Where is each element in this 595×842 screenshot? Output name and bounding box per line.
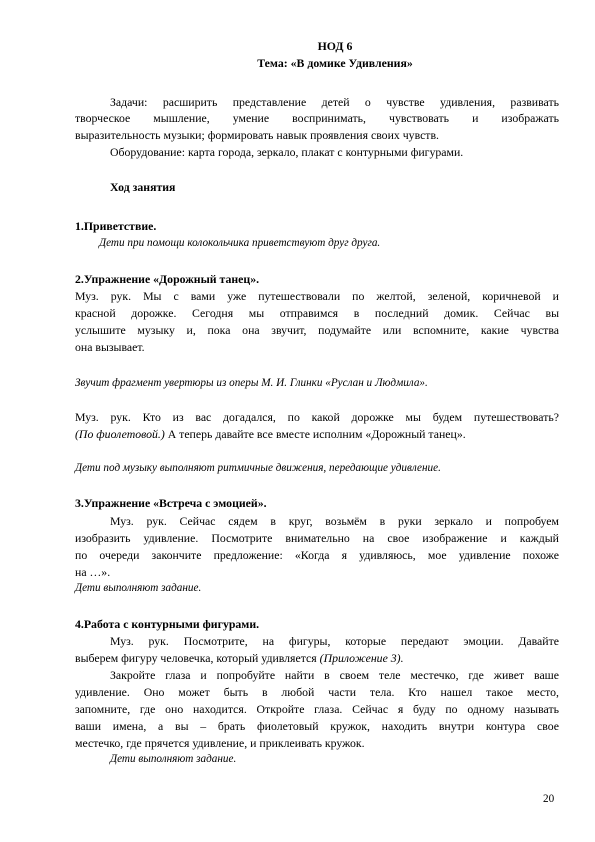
- section4-para1-line-1: Муз. рук. Посмотрите, на фигуры, которые передают эмоции. Давайте: [110, 634, 559, 648]
- section1-heading: 1.Приветствие.: [75, 219, 157, 233]
- section4-para2-line-5: местечко, где прячется удивление, и приклеивать кружок.: [75, 736, 365, 750]
- section2-dance-note: Дети под музыку выполняют ритмичные движения, передающие удивление.: [75, 462, 441, 474]
- tasks-text: Задачи: расширить представление детей о чувстве удивления, развивать: [110, 95, 559, 109]
- section2-music-note: Звучит фрагмент увертюры из оперы М. И. Глинки «Руслан и Людмила».: [75, 377, 428, 389]
- section3-note: Дети выполняют задание.: [75, 582, 202, 594]
- section4-para2-line-4: ваши имена, а вы – брать фиолетовый кружок, находить внутри контура свое: [75, 719, 559, 733]
- lesson-topic: Тема: «В домике Удивления»: [257, 56, 413, 70]
- section2-para2-line-2: [75, 427, 466, 442]
- appendix-reference: (Приложение 3).: [319, 651, 404, 665]
- section4-heading: 4.Работа с контурными фигурами.: [75, 617, 260, 631]
- lesson-title: НОД 6: [317, 39, 353, 53]
- section3-para-line-1: Муз. рук. Сейчас сядем в круг, возьмём в руки зеркало и попробуем: [110, 514, 559, 528]
- section3-para-line-4: на …».: [75, 565, 111, 579]
- section2-heading: 2.Упражнение «Дорожный танец».: [75, 272, 260, 286]
- tasks-line-1: [110, 95, 559, 110]
- section4-para2-line-1: Закройте глаза и попробуйте найти в своем теле местечко, где живет ваше: [110, 668, 559, 682]
- section4-para2-line-2: удивление. Оно может быть в любой части тела. Кто нашел такое место,: [75, 685, 559, 699]
- dance-invite-text: А теперь давайте все вместе исполним «Дорожный танец».: [164, 427, 466, 441]
- figure-choice-text: выберем фигуру человечка, который удивляется: [75, 651, 320, 665]
- page-number: 20: [543, 793, 555, 805]
- section4-para2-line-3: запомните, где оно находится. Откройте глаза. Сейчас я буду по одному называть: [75, 702, 559, 716]
- course-heading: Ход занятия: [110, 180, 176, 194]
- equipment-line: Оборудование: карта города, зеркало, плакат с контурными фигурами.: [110, 145, 464, 159]
- tasks-line-2: творческое мышление, умение воспринимать, чувствовать и изображать: [75, 111, 559, 125]
- section3-para-line-2: изобразить удивление. Посмотрите внимательно на свое изображение и каждый: [75, 531, 559, 545]
- section4-para1-line-2: [75, 651, 404, 666]
- section3-para-line-3: по очереди закончите предложение: «Когда я удивляюсь, мое удивление похоже: [75, 548, 559, 562]
- tasks-line-3: выразительность музыки; формировать навык проявления своих чувств.: [75, 128, 439, 142]
- section2-para1-line-2: красной дорожке. Сегодня мы отправимся в последний домик. Сейчас вы: [75, 306, 559, 320]
- section1-note: Дети при помощи колокольчика приветствуют друг друга.: [99, 237, 381, 249]
- answer-italic: (По фиолетовой.): [75, 427, 165, 441]
- section3-heading: 3.Упражнение «Встреча с эмоцией».: [75, 496, 267, 510]
- section2-para1-line-3: услышите музыку и, пока она звучит, подумайте или вспомните, какие чувства: [75, 323, 559, 337]
- section2-para2-line-1: Муз. рук. Кто из вас догадался, по какой дорожке мы будем путешествовать?: [75, 410, 559, 424]
- section2-para1-line-1: Муз. рук. Мы с вами уже путешествовали по желтой, зеленой, коричневой и: [75, 289, 559, 303]
- section2-para1-line-4: она вызывает.: [75, 340, 145, 354]
- section4-note: Дети выполняют задание.: [110, 753, 237, 765]
